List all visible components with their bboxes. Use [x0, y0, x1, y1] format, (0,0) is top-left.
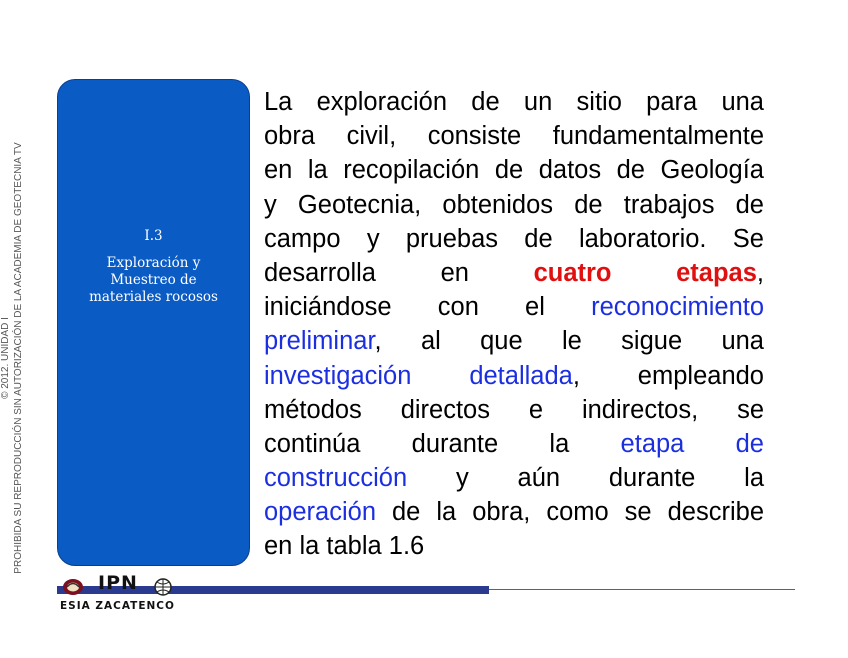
body-line	[264, 359, 764, 393]
institution-emblem-icon	[62, 578, 84, 596]
body-line: obra civil, consiste fundamentalmente	[264, 122, 764, 151]
highlight-operation: operación	[264, 498, 376, 527]
body-line	[264, 290, 764, 324]
body-line	[264, 427, 764, 461]
section-title-line-3: materiales rocosos	[89, 289, 218, 305]
highlight-detailed-investigation: investigación detallada	[264, 361, 573, 390]
ipn-logo-text: IPN	[98, 572, 138, 594]
body-text-segment: , al que le sigue una	[374, 327, 764, 356]
body-text-segment: iniciándose con el	[264, 293, 545, 322]
body-line	[264, 495, 764, 529]
body-line	[264, 256, 764, 290]
body-line: en la tabla 1.6	[264, 532, 425, 561]
globe-emblem-icon	[152, 578, 174, 596]
copyright-side-text: © 2012. UNIDAD I	[0, 317, 11, 399]
section-panel	[57, 79, 250, 566]
section-title-line-2: Muestreo de	[110, 272, 197, 288]
body-line: campo y pruebas de laboratorio. Se	[264, 224, 764, 253]
body-text-segment: de la obra, como se describe	[376, 498, 764, 527]
body-text-segment: ,	[756, 258, 765, 287]
highlight-four-stages: cuatro etapas	[533, 258, 757, 287]
highlight-reconnaissance: reconocimiento	[591, 293, 765, 322]
esia-zacatenco-logo-text: ESIA ZACATENCO	[60, 600, 175, 612]
section-code: I.3	[144, 228, 163, 244]
reproduction-notice-side-text: PROHIBIDA SU REPRODUCCIÓN SIN AUTORIZACIÓN DE LA ACADEMIA DE GEOTECNIA TV	[13, 142, 24, 574]
footer-rule	[489, 589, 795, 590]
body-text-segment: , empleando	[572, 361, 764, 390]
body-line: y Geotecnia, obtenidos de trabajos de	[264, 190, 764, 219]
highlight-preliminary: preliminar	[264, 327, 375, 356]
body-text-segment: desarrolla en	[264, 258, 469, 287]
body-line: en la recopilación de datos de Geología	[264, 156, 764, 185]
body-line: La exploración de un sitio para una	[264, 88, 764, 116]
body-paragraph	[264, 85, 764, 564]
body-text-segment: y aún durante la	[407, 464, 764, 493]
section-title-line-1: Exploración y	[106, 255, 201, 271]
body-line: métodos directos e indirectos, se	[264, 395, 764, 424]
body-line	[264, 324, 764, 358]
body-text-segment: continúa durante la	[264, 429, 570, 458]
highlight-construction: construcción	[264, 464, 408, 493]
highlight-stage-of: etapa de	[620, 429, 764, 458]
body-line	[264, 461, 764, 495]
section-panel-content	[58, 228, 249, 306]
